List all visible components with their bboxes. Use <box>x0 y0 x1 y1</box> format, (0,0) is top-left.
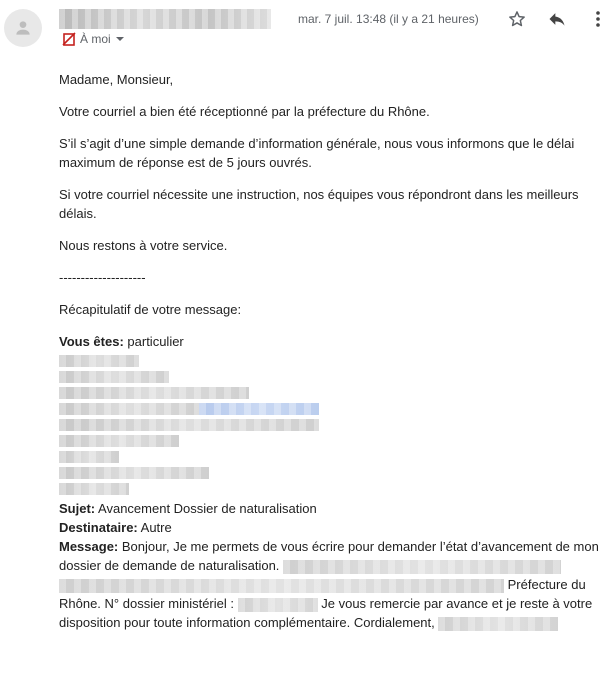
message-text-part2: Préfecture du Rhône. N° dossier ministériel : <box>59 577 586 611</box>
redacted-inline <box>238 598 318 612</box>
more-vert-icon <box>595 10 601 28</box>
message-label: Message: <box>59 539 119 554</box>
redacted-line <box>59 419 604 431</box>
chevron-down-icon[interactable] <box>115 34 125 44</box>
field-vous-etes <box>59 332 604 351</box>
vous-etes-value: particulier <box>127 334 184 349</box>
field-message <box>59 537 604 632</box>
recap-heading: Récapitulatif de votre message: <box>59 302 242 317</box>
sujet-label: Sujet: <box>59 501 96 516</box>
paragraph-info-delay: S’il s’agit d’une simple demande d’information générale, nous vous informons que le délai maximum de réponse est de 5 jours ouvrés. <box>59 136 575 170</box>
redacted-line <box>59 435 604 447</box>
reply-button[interactable] <box>546 8 568 30</box>
redacted-line <box>59 483 604 495</box>
paragraph-instruction: Si votre courriel nécessite une instruction, nos équipes vous répondront dans les meilleurs délais. <box>59 187 579 221</box>
message-text-part1: Bonjour, Je me permets de vous écrire pour demander l’état d’avancement de mon dossier de demande de naturalisation. <box>59 539 599 573</box>
important-marker-icon <box>62 32 76 46</box>
redacted-line <box>59 467 604 479</box>
redacted-inline <box>438 617 558 631</box>
vous-etes-label: Vous êtes: <box>59 334 124 349</box>
sender-name-redacted <box>59 9 271 29</box>
separator-line: -------------------- <box>59 270 146 285</box>
paragraph-received: Votre courriel a bien été réceptionné par la préfecture du Rhône. <box>59 104 430 119</box>
star-icon <box>507 9 527 29</box>
redacted-line <box>59 403 604 415</box>
field-sujet <box>59 499 604 518</box>
redacted-inline <box>59 579 504 593</box>
message-body <box>59 70 604 632</box>
message-text-part3: Je vous remercie par avance et je reste à votre disposition pour toute information complémentaire. Cordialement, <box>59 596 593 630</box>
recipient-label: À moi <box>80 32 111 46</box>
sujet-value: Avancement Dossier de naturalisation <box>98 501 317 516</box>
greeting: Madame, Monsieur, <box>59 72 174 87</box>
recipient-line[interactable] <box>62 31 125 47</box>
redacted-inline <box>283 560 561 574</box>
sender-avatar[interactable] <box>4 9 42 47</box>
redacted-line <box>59 451 604 463</box>
redacted-line <box>59 355 604 367</box>
destinataire-value: Autre <box>140 520 172 535</box>
message-date: mar. 7 juil. 13:48 (il y a 21 heures) <box>298 12 479 26</box>
star-button[interactable] <box>506 8 528 30</box>
more-options-button[interactable] <box>587 8 608 30</box>
destinataire-label: Destinataire: <box>59 520 138 535</box>
redacted-line <box>59 387 604 399</box>
paragraph-service: Nous restons à votre service. <box>59 238 228 253</box>
field-destinataire <box>59 518 604 537</box>
avatar-icon <box>13 18 33 38</box>
redacted-line <box>59 371 604 383</box>
redacted-details <box>59 355 604 495</box>
reply-icon <box>547 9 567 29</box>
